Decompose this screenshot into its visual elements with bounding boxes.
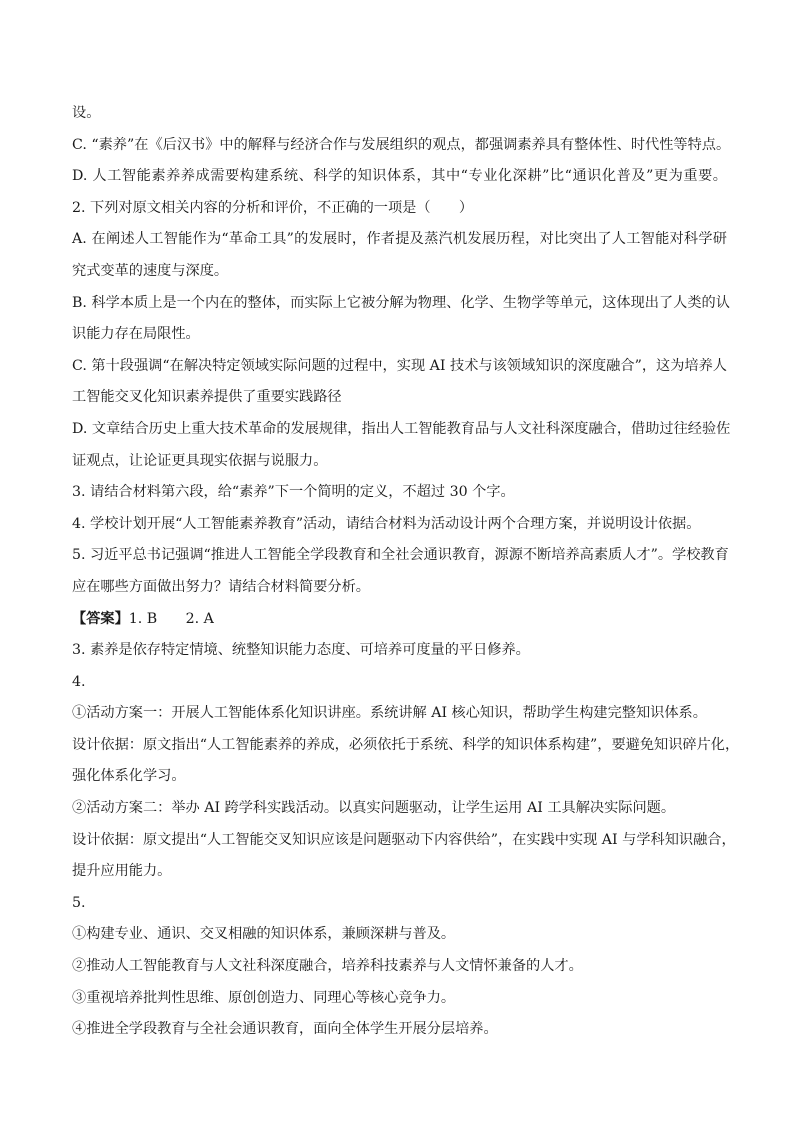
answer-line — [72, 604, 727, 636]
option-d-line: D. 人工智能素养养成需要构建系统、科学的知识体系，其中“专业化深耕”比“通识化普及”更为重要。 — [72, 168, 727, 185]
option-d-line: D. 文章结合历史上重大技术革命的发展规律，指出人工智能教育品与人文社科深度融合，借助过往经验佐 — [72, 420, 731, 437]
question-2-line: 2. 下列对原文相关内容的分析和评价，不正确的一项是（ ） — [72, 199, 474, 216]
answer-choices: 1. B 2. A — [128, 610, 214, 627]
option-d-continuation: 证观点，让论证更具现实依据与说服力。 — [72, 452, 328, 469]
text-line: 设。 — [72, 105, 101, 121]
answer-4-basis-2-continuation: 提升应用能力。 — [72, 863, 172, 880]
document-page — [72, 98, 740, 1046]
answer-4-basis-1-continuation: 强化体系化学习。 — [72, 768, 186, 785]
answer-4-plan-1: ①活动方案一：开展人工智能体系化知识讲座。系统讲解 AI 核心知识，帮助学生构建完整知识体系。 — [72, 705, 707, 722]
answer-4-basis-1: 设计依据：原文指出“人工智能素养的养成，必须依托于系统、科学的知识体系构建”，要避免知识碎片化， — [72, 736, 740, 753]
option-a-continuation: 究式变革的速度与深度。 — [72, 262, 229, 279]
answer-4-plan-2: ②活动方案二：举办 AI 跨学科实践活动。以真实问题驱动，让学生运用 AI 工具解决实际问题。 — [72, 800, 676, 817]
answer-5-point-4: ④推进全学段教育与全社会通识教育，面向全体学生开展分层培养。 — [72, 1021, 498, 1038]
option-c-continuation: 工智能交叉化知识素养提供了重要实践路径 — [72, 389, 342, 406]
answer-5-point-1: ①构建专业、通识、交叉相融的知识体系，兼顾深耕与普及。 — [72, 926, 456, 943]
answer-tag: 【答案】 — [72, 610, 129, 627]
answer-5-number: 5. — [72, 894, 86, 911]
answer-4-basis-2: 设计依据：原文提出“人工智能交叉知识应该是问题驱动下内容供给”，在实践中实现 AI 与学科知识融合， — [72, 831, 736, 848]
answer-5-point-2: ②推动人工智能教育与人文社科深度融合，培养科技素养与人文情怀兼备的人才。 — [72, 958, 583, 975]
option-b-line: B. 科学本质上是一个内在的整体，而实际上它被分解为物理、化学、生物学等单元，这体现出了人类的认 — [72, 294, 730, 311]
answer-4-number: 4. — [72, 673, 86, 690]
option-c-line: C. 第十段强调“在解决特定领域实际问题的过程中，实现 AI 技术与该领域知识的深度融合”，这为培养人 — [72, 357, 727, 374]
option-c-line: C. “素养”在《后汉书》中的解释与经济合作与发展组织的观点，都强调素养具有整体性、时代性等特点。 — [72, 136, 731, 153]
answer-3-line: 3. 素养是依存特定情境、统整知识能力态度、可培养可度量的平日修养。 — [72, 642, 530, 659]
option-b-continuation: 识能力存在局限性。 — [72, 326, 200, 343]
answer-5-point-3: ③重视培养批判性思维、原创创造力、同理心等核心竞争力。 — [72, 989, 456, 1006]
option-a-line: A. 在阐述人工智能作为“革命工具”的发展时，作者提及蒸汽机发展历程，对比突出了人工智能对科学研 — [72, 231, 727, 248]
question-4-line: 4. 学校计划开展“人工智能素养教育”活动，请结合材料为活动设计两个合理方案，并说明设计依据。 — [72, 515, 701, 532]
question-3-line: 3. 请结合材料第六段，给“素养”下一个简明的定义，不超过 30 个字。 — [72, 484, 515, 501]
question-5-line: 5. 习近平总书记强调“推进人工智能全学段教育和全社会通识教育，源源不断培养高素质人才”。学校教育 — [72, 547, 729, 564]
question-5-continuation: 应在哪些方面做出努力？请结合材料简要分析。 — [72, 578, 370, 595]
